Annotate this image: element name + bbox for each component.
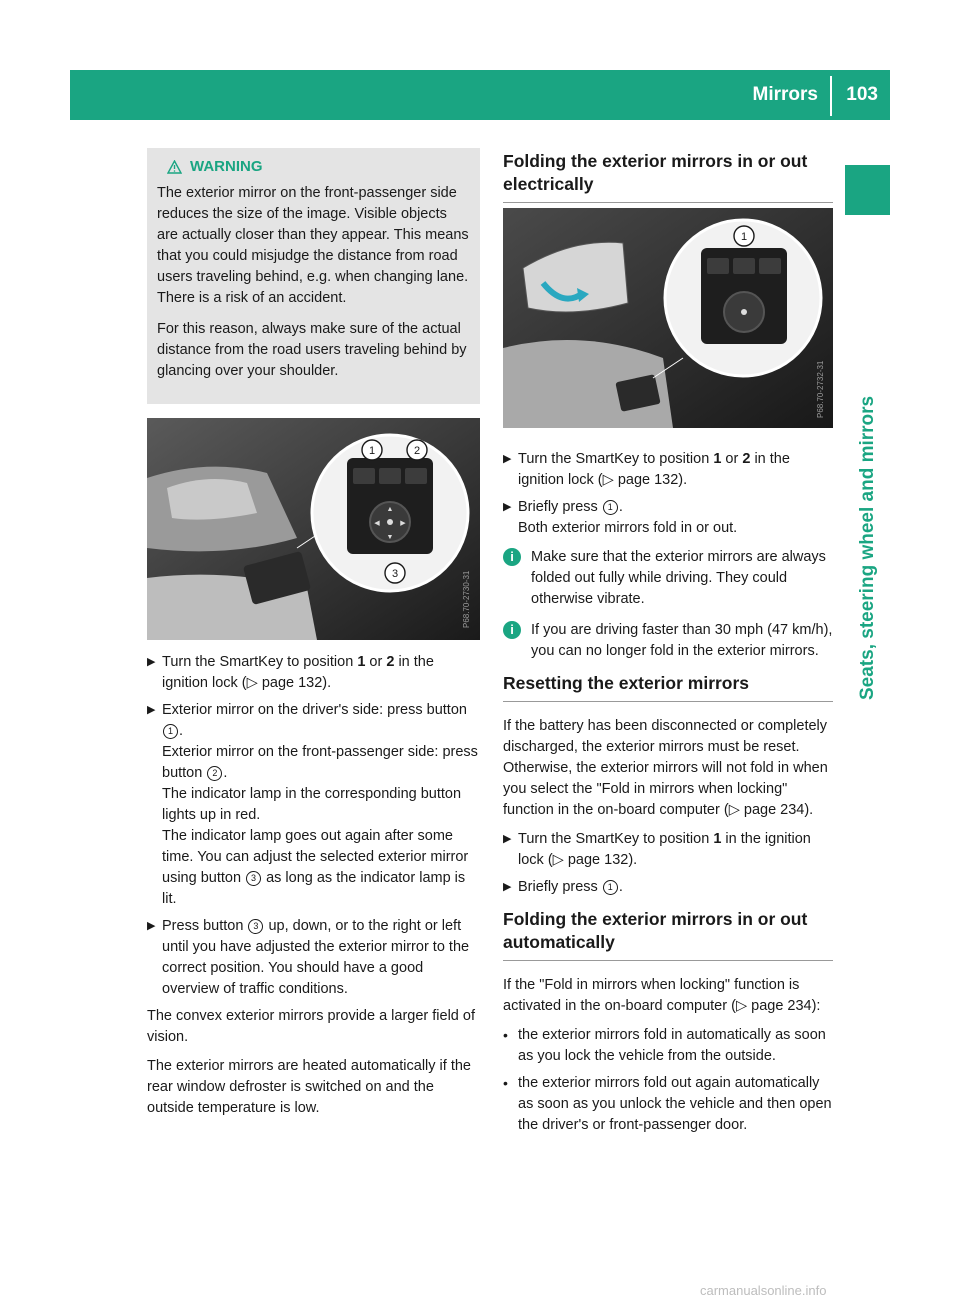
warning-text-1: The exterior mirror on the front-passenger side reduces the size of the image. Visible objects are actually closer than they appear. This means that you could misjudge the distance from road users traveling behind, e.g. when changing lane. There is a risk of an accident. [157, 185, 469, 306]
body-text-auto: If the "Fold in mirrors when locking" function is activated in the on-board computer (▷ page 234): [503, 977, 821, 1014]
step-arrow-icon: ▶ [503, 833, 512, 845]
info-icon: i [503, 548, 521, 566]
warning-label: WARNING [190, 158, 263, 175]
step-2: ▶ Briefly press 1 . Both exterior mirrors fold in or out. [503, 497, 833, 539]
step-arrow-icon: ▶ [503, 453, 512, 465]
step-3: ▶ Turn the SmartKey to position 1 in the ignition lock (▷ page 132). [503, 829, 833, 871]
page-number: 103 [846, 84, 878, 105]
callout-2-ref: 2 [207, 766, 222, 781]
page-ref-arrow-icon: ▷ [552, 852, 564, 868]
svg-text:▼: ▼ [386, 534, 394, 541]
page-ref-arrow-icon: ▷ [246, 675, 258, 691]
right-column [503, 150, 833, 1142]
bullet-icon: • [503, 1027, 508, 1043]
callout-3-ref: 3 [246, 871, 261, 886]
info-note-2: i If you are driving faster than 30 mph (47 km/h), you can no longer fold in the exterior mirrors. [503, 620, 833, 662]
warning-heading [167, 156, 470, 177]
footer-watermark: carmanualsonline.info [700, 1283, 827, 1298]
step-arrow-icon: ▶ [147, 920, 156, 932]
section-heading-fold-electric: Folding the exterior mirrors in or out electrically [503, 150, 833, 203]
image-code: P68.70-2732-31 [816, 360, 825, 418]
header-bar [70, 70, 890, 120]
step-2: ▶ Exterior mirror on the driver's side: press button 1 . Exterior mirror on the front-passenger side: press button 2 . The indicator lamp in the corresponding button lights up in red. The indicator lamp goes out again after some time. You can adjust the selected exterior mirror using button 3 as long as the indicator lamp is lit. [147, 700, 480, 910]
callout-2: 2 [413, 445, 421, 457]
page-ref-arrow-icon: ▷ [728, 802, 740, 818]
list-item: • the exterior mirrors fold out again automatically as soon as you unlock the vehicle and then open the driver's or front-passenger door. [503, 1073, 833, 1136]
page-ref-arrow-icon: ▷ [602, 472, 614, 488]
left-column [147, 652, 480, 1127]
section-title: Mirrors [752, 84, 818, 105]
step-1: ▶ Turn the SmartKey to position 1 or 2 in the ignition lock (▷ page 132). [147, 652, 480, 694]
svg-text:▶: ▶ [400, 520, 406, 527]
callout-1: 1 [740, 231, 748, 243]
step-arrow-icon: ▶ [503, 881, 512, 893]
warning-triangle-icon [167, 160, 182, 174]
info-icon: i [503, 621, 521, 639]
side-tab-marker [845, 165, 890, 215]
svg-text:◀: ◀ [374, 520, 380, 527]
step-1: ▶ Turn the SmartKey to position 1 or 2 in the ignition lock (▷ page 132). [503, 449, 833, 491]
step-arrow-icon: ▶ [147, 704, 156, 716]
step-arrow-icon: ▶ [503, 501, 512, 513]
section-heading-fold-auto: Folding the exterior mirrors in or out automatically [503, 908, 833, 961]
callout-3-ref: 3 [248, 919, 263, 934]
callout-3: 3 [391, 568, 399, 580]
warning-box [147, 148, 480, 404]
door-panel-illustration [147, 418, 480, 640]
body-text-reset: If the battery has been disconnected or completely discharged, the exterior mirrors must be reset. Otherwise, the exterior mirrors will not fold in when you select the "Fold in mirrors when locking" function in the on-board computer (▷ page 234). [503, 718, 828, 818]
step-3: ▶ Press button 3 up, down, or to the right or left until you have adjusted the exterior mirror to the correct position. You should have a good overview of traffic conditions. [147, 916, 480, 1000]
header-separator [830, 76, 832, 116]
callout-1: 1 [368, 445, 376, 457]
list-item: • the exterior mirrors fold in automatically as soon as you lock the vehicle from the outside. [503, 1025, 833, 1067]
callout-1-ref: 1 [163, 724, 178, 739]
info-note-1: i Make sure that the exterior mirrors are always folded out fully while driving. They could otherwise vibrate. [503, 547, 833, 610]
mirror-switch-photo [147, 418, 480, 640]
callout-1-ref: 1 [603, 880, 618, 895]
body-text-1: The convex exterior mirrors provide a larger field of vision. [147, 1008, 475, 1045]
step-4: ▶ Briefly press 1 . [503, 877, 833, 898]
page-ref-arrow-icon: ▷ [735, 998, 748, 1014]
svg-text:▲: ▲ [386, 506, 394, 513]
bullet-icon: • [503, 1075, 508, 1091]
step-arrow-icon: ▶ [147, 656, 156, 668]
section-heading-reset: Resetting the exterior mirrors [503, 672, 833, 702]
warning-text-2: For this reason, always make sure of the actual distance from the road users traveling behind by glancing over your shoulder. [157, 321, 467, 379]
body-text-2: The exterior mirrors are heated automatically if the rear window defroster is switched on and the outside temperature is low. [147, 1058, 471, 1116]
chapter-tab-label: Seats, steering wheel and mirrors [857, 395, 878, 700]
callout-1-ref: 1 [603, 500, 618, 515]
image-code: P68.70-2730-31 [462, 570, 471, 628]
